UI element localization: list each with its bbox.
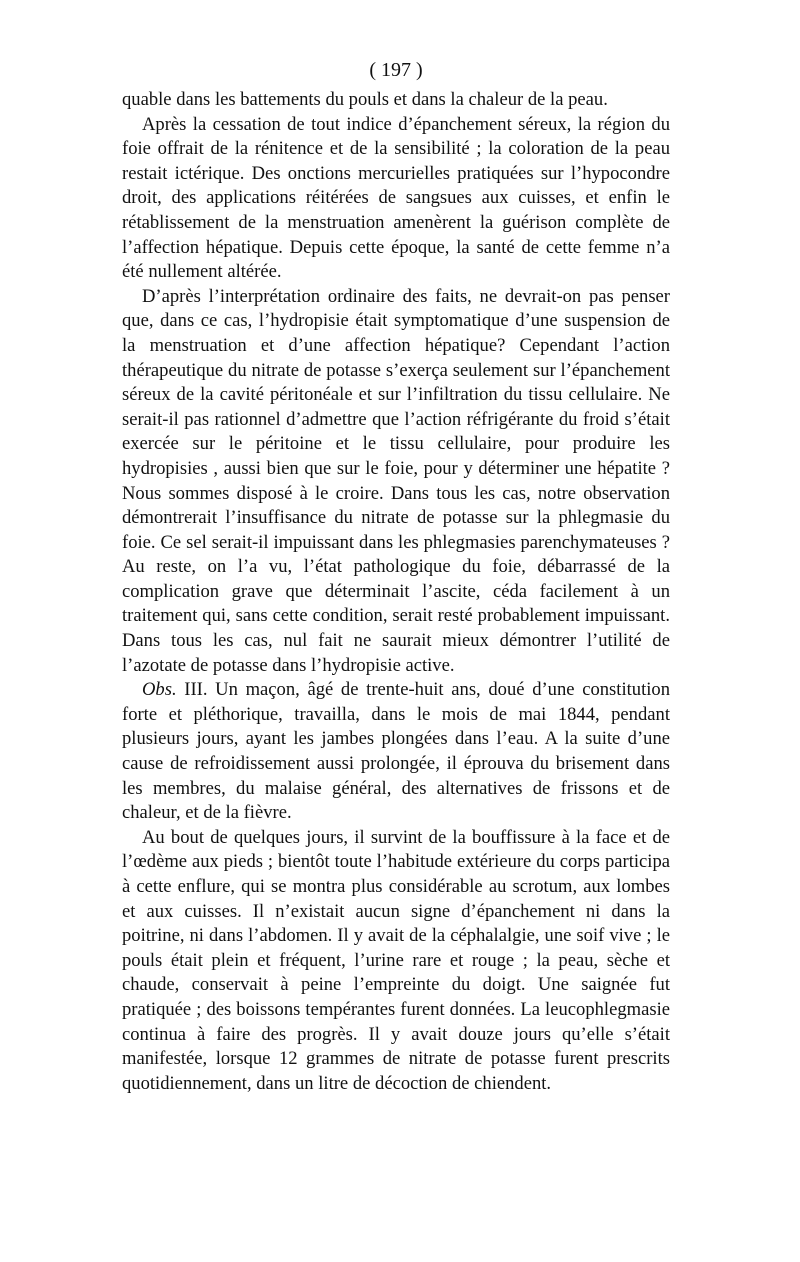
paragraph-observation-three	[122, 678, 670, 826]
paragraph-hepatic-recovery	[122, 113, 670, 285]
paragraph-text: III. Un maçon, âgé de trente-huit ans, doué d’une constitution forte et pléthorique, travailla, dans le mois de mai 1844, pendant plusieurs jours, ayant les jambes plongées dans l’eau. A la suite d’une cause de refroidissement aussi prolongée, il éprouva du brisement dans les membres, du malaise général, des alternatives de frissons et de chaleur, et de la fièvre.	[122, 679, 670, 824]
observation-label: Obs.	[142, 679, 177, 701]
page-number: ( 197 )	[369, 59, 423, 81]
paragraph-interpretation	[122, 285, 670, 679]
paragraph-text: quable dans les battements du pouls et dans la chaleur de la peau.	[122, 89, 608, 110]
paragraph-text: D’après l’interprétation ordinaire des faits, ne devrait-on pas penser que, dans ce cas, l’hydropisie était symptomatique d’une suspension de la menstruation et d’une affection hépatique? Cependant l’action thérapeutique du nitrate de potasse s’exerça seulement sur l’épanchement séreux de la cavité péritonéale et sur l’infiltration du tissu cellulaire. Ne serait-il pas rationnel d’admettre que l’action réfrigérante du froid s’était exercée sur le péritoine et le tissu cellulaire, pour produire les hydropisies , aussi bien que sur le foie, pour y déterminer une hépatite ? Nous sommes disposé à le croire. Dans tous les cas, notre observation démontrerait l’insuffisance du nitrate de potasse sur la phlegmasie du foie. Ce sel serait-il impuissant dans les phlegmasies parenchymateuses ? Au reste, on l’a vu, l’état pathologique du foie, débarrassé de la complication grave que déterminait l’ascite, céda facilement à un traitement qui, sans cette condition, serait resté probablement impuissant. Dans tous les cas, nul fait ne saurait mieux démontrer l’utilité de l’azotate de potasse dans l’hydropisie active.	[122, 285, 670, 676]
paragraph-text: Après la cessation de tout indice d’épanchement séreux, la région du foie offrait de la rénitence et de la sensibilité ; la coloration de la peau restait ictérique. Des onctions mercurielles pratiquées sur l’hypocondre droit, des applications réitérées de sangsues aux cuisses, et enfin le rétablissement de la menstruation amenèrent la guérison complète de l’affection hépatique. Depuis cette époque, la santé de cette femme n’a été nullement altérée.	[122, 113, 670, 283]
paragraph-continuation	[122, 88, 670, 113]
paragraph-symptoms	[122, 826, 670, 1097]
book-page	[122, 56, 670, 1096]
paragraph-text: Au bout de quelques jours, il survint de la bouffissure à la face et de l’œdème aux pieds ; bientôt toute l’habitude extérieure du corps participa à cette enflure, qui se montra plus considérable au scrotum, aux lombes et aux cuisses. Il n’existait aucun signe d’épanchement ni dans la poitrine, ni dans l’abdomen. Il y avait de la céphalalgie, une soif vive ; le pouls était plein et fréquent, l’urine rare et rouge ; la peau, sèche et chaude, conservait à peine l’empreinte du doigt. Une saignée fut pratiquée ; des boissons tempérantes furent données. La leucophlegmasie continua à faire des progrès. Il y avait douze jours qu’elle s’était manifestée, lorsque 12 grammes de nitrate de potasse furent prescrits quotidiennement, dans un litre de décoction de chiendent.	[122, 826, 670, 1094]
